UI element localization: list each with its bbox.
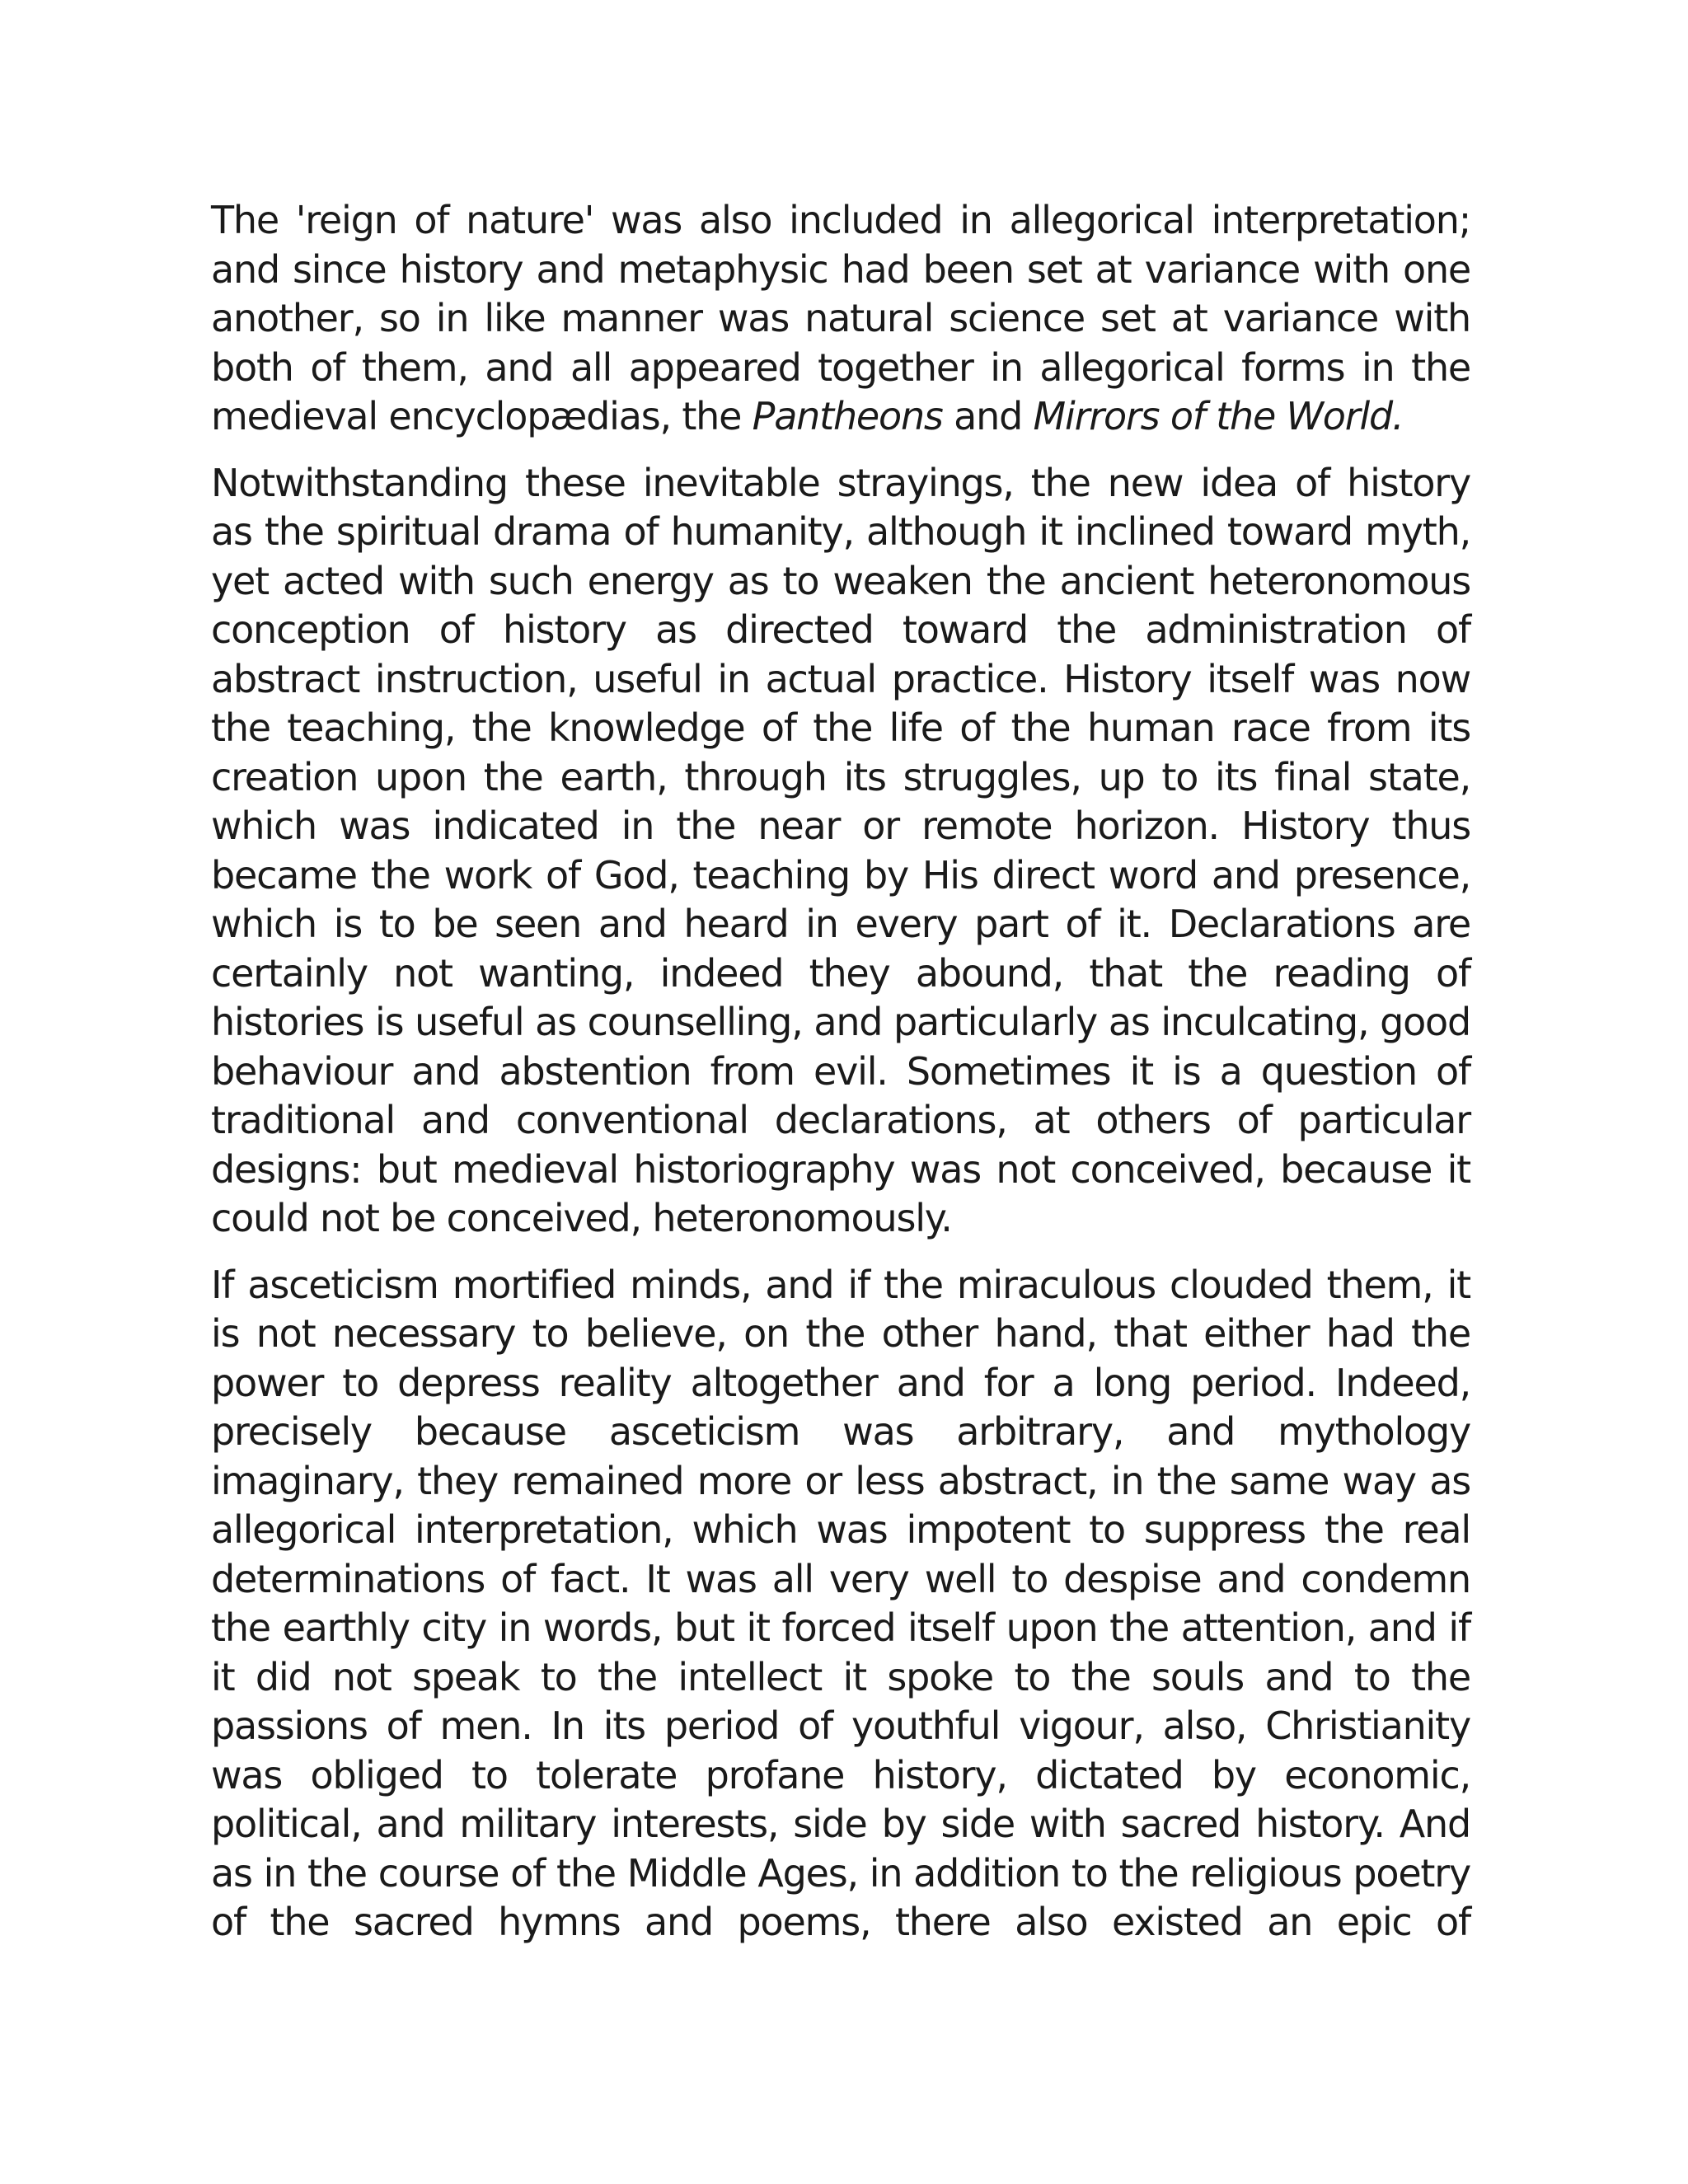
paragraph-1-text: The 'reign of nature' was also included in allegorical interpretation; and since history and metaphysic had been set at variance with one another, so in like manner was natural science set at variance with both of them, and all appeared together in allegorical forms in the medieval encyclopædias, the: [211, 198, 1470, 438]
paragraph-1-italic-pantheons: Pantheons: [752, 394, 943, 438]
paragraph-2-text: Notwithstanding these inevitable strayings, the new idea of history as the spiritual drama of humanity, although it inclined toward myth, yet acted with such energy as to weaken the ancient heteronomous conception of history as directed toward the administration of abstract instruction, useful in actual practice. History itself was now the teaching, the knowledge of the life of the human race from its creation upon the earth, through its struggles, up to its final state, which was indicated in the near or remote horizon. History thus became the work of God, teaching by His direct word and presence, which is to be seen and heard in every part of it. Declarations are certainly not wanting, indeed they abound, that the reading of histories is useful as counselling, and particularly as inculcating, good behaviour and abstention from evil. Sometimes it is a question of traditional and conventional declarations, at others of particular designs: but medieval historiography was not conceived, because it could not be conceived, heteronomously.: [211, 460, 1470, 1240]
paragraph-3-text: If asceticism mortified minds, and if the miraculous clouded them, it is not necessary to believe, on the other hand, that either had the power to depress reality altogether and for a long period. Indeed, precisely because asceticism was arbitrary, and mythology imaginary, they remained more or less abstract, in the same way as allegorical interpretation, which was impotent to suppress the real determinations of fact. It was all very well to despise and condemn the earthly city in words, but it forced itself upon the attention, and if it did not speak to the intellect it spoke to the souls and to the passions of men. In its period of youthful vigour, also, Christianity was obliged to tolerate profane history, dictated by economic, political, and military interests, side by side with sacred history. And as in the course of the Middle Ages, in addition to the religious poetry of the sacred hymns and poems, there also existed an epic of: [211, 1262, 1470, 1944]
paragraph-2: [211, 459, 1470, 1244]
paragraph-1: [211, 196, 1470, 442]
paragraph-3: [211, 1261, 1470, 1947]
paragraph-1-connector: and: [942, 394, 1034, 438]
paragraph-1-italic-mirrors: Mirrors of the World.: [1033, 394, 1404, 438]
document-page: [211, 196, 1470, 1965]
